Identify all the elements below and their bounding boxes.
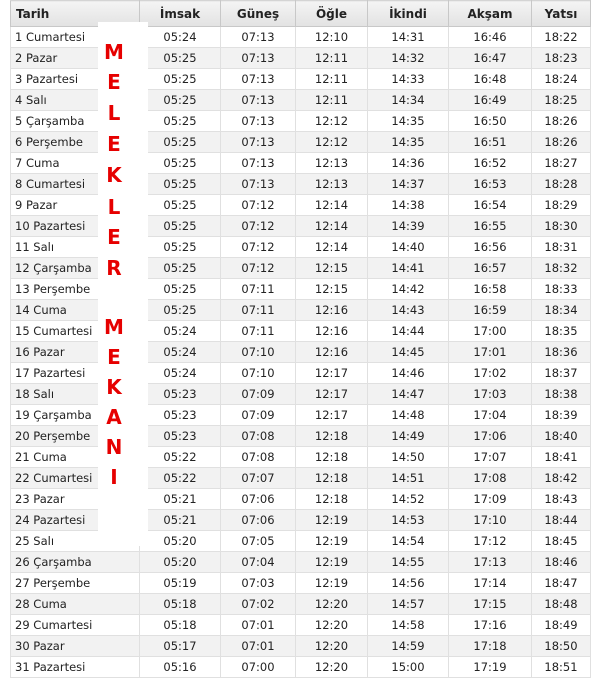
cell-ogle: 12:12 [296, 111, 368, 132]
cell-date: 9 Pazar [11, 195, 140, 216]
cell-aksam: 17:06 [449, 426, 532, 447]
cell-gunes: 07:02 [221, 594, 296, 615]
cell-ogle: 12:18 [296, 447, 368, 468]
cell-date: 4 Salı [11, 90, 140, 111]
cell-ikindi: 14:54 [368, 531, 449, 552]
cell-ogle: 12:20 [296, 615, 368, 636]
cell-ogle: 12:18 [296, 489, 368, 510]
cell-imsak: 05:25 [140, 69, 221, 90]
column-header-aksam[interactable]: Akşam [449, 1, 532, 27]
cell-imsak: 05:22 [140, 468, 221, 489]
cell-yatsi: 18:39 [532, 405, 591, 426]
cell-date: 2 Pazar [11, 48, 140, 69]
cell-ogle: 12:13 [296, 153, 368, 174]
cell-yatsi: 18:47 [532, 573, 591, 594]
cell-date: 12 Çarşamba [11, 258, 140, 279]
cell-ikindi: 14:31 [368, 27, 449, 48]
cell-ikindi: 14:50 [368, 447, 449, 468]
cell-date: 19 Çarşamba [11, 405, 140, 426]
cell-gunes: 07:06 [221, 510, 296, 531]
cell-ikindi: 14:39 [368, 216, 449, 237]
cell-imsak: 05:18 [140, 594, 221, 615]
cell-aksam: 16:52 [449, 153, 532, 174]
cell-aksam: 17:12 [449, 531, 532, 552]
cell-yatsi: 18:37 [532, 363, 591, 384]
cell-aksam: 17:13 [449, 552, 532, 573]
cell-date: 21 Cuma [11, 447, 140, 468]
cell-yatsi: 18:38 [532, 384, 591, 405]
cell-imsak: 05:25 [140, 90, 221, 111]
cell-aksam: 17:07 [449, 447, 532, 468]
cell-gunes: 07:09 [221, 405, 296, 426]
cell-yatsi: 18:26 [532, 132, 591, 153]
cell-ikindi: 14:58 [368, 615, 449, 636]
cell-imsak: 05:24 [140, 27, 221, 48]
cell-ikindi: 14:47 [368, 384, 449, 405]
cell-ogle: 12:19 [296, 552, 368, 573]
cell-aksam: 17:04 [449, 405, 532, 426]
cell-aksam: 17:18 [449, 636, 532, 657]
cell-ikindi: 14:33 [368, 69, 449, 90]
cell-date: 16 Pazar [11, 342, 140, 363]
cell-yatsi: 18:44 [532, 510, 591, 531]
column-header-ogle[interactable]: Öğle [296, 1, 368, 27]
cell-ikindi: 14:51 [368, 468, 449, 489]
cell-ogle: 12:19 [296, 510, 368, 531]
cell-imsak: 05:25 [140, 174, 221, 195]
cell-ikindi: 14:40 [368, 237, 449, 258]
cell-aksam: 16:59 [449, 300, 532, 321]
cell-gunes: 07:07 [221, 468, 296, 489]
cell-imsak: 05:23 [140, 426, 221, 447]
cell-gunes: 07:12 [221, 237, 296, 258]
table-row [11, 615, 591, 636]
cell-ikindi: 14:48 [368, 405, 449, 426]
cell-gunes: 07:13 [221, 27, 296, 48]
cell-gunes: 07:08 [221, 447, 296, 468]
cell-gunes: 07:13 [221, 153, 296, 174]
table-row [11, 552, 591, 573]
cell-ikindi: 14:45 [368, 342, 449, 363]
cell-date: 1 Cumartesi [11, 27, 140, 48]
cell-aksam: 16:51 [449, 132, 532, 153]
watermark-overlay [98, 22, 148, 546]
watermark-letter: M [104, 315, 124, 339]
cell-gunes: 07:13 [221, 111, 296, 132]
cell-ogle: 12:10 [296, 27, 368, 48]
watermark-letter: K [106, 163, 122, 187]
cell-gunes: 07:03 [221, 573, 296, 594]
column-header-imsak[interactable]: İmsak [140, 1, 221, 27]
watermark-letter: K [106, 375, 122, 399]
table-row [11, 594, 591, 615]
cell-yatsi: 18:24 [532, 69, 591, 90]
cell-imsak: 05:20 [140, 552, 221, 573]
cell-yatsi: 18:34 [532, 300, 591, 321]
cell-yatsi: 18:49 [532, 615, 591, 636]
watermark-letter: M [104, 40, 124, 64]
cell-ikindi: 14:59 [368, 636, 449, 657]
cell-ogle: 12:13 [296, 174, 368, 195]
cell-date: 29 Cumartesi [11, 615, 140, 636]
cell-aksam: 16:53 [449, 174, 532, 195]
cell-ogle: 12:17 [296, 405, 368, 426]
cell-gunes: 07:05 [221, 531, 296, 552]
cell-gunes: 07:10 [221, 342, 296, 363]
cell-ikindi: 14:49 [368, 426, 449, 447]
cell-yatsi: 18:40 [532, 426, 591, 447]
cell-aksam: 17:03 [449, 384, 532, 405]
cell-aksam: 16:47 [449, 48, 532, 69]
cell-date: 8 Cumartesi [11, 174, 140, 195]
table-row [11, 573, 591, 594]
cell-ikindi: 14:35 [368, 132, 449, 153]
cell-ogle: 12:19 [296, 531, 368, 552]
watermark-letter: I [110, 465, 118, 489]
cell-imsak: 05:25 [140, 111, 221, 132]
cell-gunes: 07:12 [221, 216, 296, 237]
cell-gunes: 07:13 [221, 132, 296, 153]
cell-ikindi: 14:55 [368, 552, 449, 573]
cell-imsak: 05:25 [140, 237, 221, 258]
cell-aksam: 16:57 [449, 258, 532, 279]
cell-yatsi: 18:23 [532, 48, 591, 69]
cell-aksam: 16:54 [449, 195, 532, 216]
cell-aksam: 17:00 [449, 321, 532, 342]
column-header-yatsi[interactable]: Yatsı [532, 1, 591, 27]
prayer-times-table-container [10, 0, 590, 678]
cell-gunes: 07:09 [221, 384, 296, 405]
watermark-letter: R [106, 256, 122, 280]
cell-imsak: 05:25 [140, 195, 221, 216]
column-header-ikindi[interactable]: İkindi [368, 1, 449, 27]
cell-aksam: 17:01 [449, 342, 532, 363]
cell-gunes: 07:08 [221, 426, 296, 447]
cell-ogle: 12:17 [296, 384, 368, 405]
cell-ikindi: 14:41 [368, 258, 449, 279]
watermark-letter: L [107, 195, 121, 219]
cell-gunes: 07:01 [221, 636, 296, 657]
cell-ogle: 12:16 [296, 321, 368, 342]
cell-aksam: 16:58 [449, 279, 532, 300]
cell-yatsi: 18:50 [532, 636, 591, 657]
cell-yatsi: 18:45 [532, 531, 591, 552]
cell-ogle: 12:11 [296, 69, 368, 90]
cell-ogle: 12:14 [296, 195, 368, 216]
cell-imsak: 05:21 [140, 510, 221, 531]
cell-date: 14 Cuma [11, 300, 140, 321]
cell-ikindi: 14:38 [368, 195, 449, 216]
cell-yatsi: 18:36 [532, 342, 591, 363]
cell-yatsi: 18:42 [532, 468, 591, 489]
cell-aksam: 17:15 [449, 594, 532, 615]
cell-yatsi: 18:30 [532, 216, 591, 237]
cell-imsak: 05:20 [140, 531, 221, 552]
column-header-date[interactable]: Tarih [11, 1, 140, 27]
cell-imsak: 05:23 [140, 384, 221, 405]
cell-imsak: 05:25 [140, 216, 221, 237]
cell-aksam: 17:02 [449, 363, 532, 384]
cell-gunes: 07:13 [221, 48, 296, 69]
cell-aksam: 17:10 [449, 510, 532, 531]
cell-aksam: 17:08 [449, 468, 532, 489]
cell-date: 17 Pazartesi [11, 363, 140, 384]
cell-date: 20 Perşembe [11, 426, 140, 447]
cell-date: 10 Pazartesi [11, 216, 140, 237]
cell-gunes: 07:13 [221, 174, 296, 195]
cell-gunes: 07:11 [221, 321, 296, 342]
cell-ogle: 12:16 [296, 342, 368, 363]
cell-ogle: 12:20 [296, 636, 368, 657]
cell-imsak: 05:25 [140, 258, 221, 279]
cell-yatsi: 18:51 [532, 657, 591, 678]
cell-yatsi: 18:35 [532, 321, 591, 342]
cell-yatsi: 18:22 [532, 27, 591, 48]
cell-imsak: 05:19 [140, 573, 221, 594]
cell-date: 6 Perşembe [11, 132, 140, 153]
cell-ikindi: 14:57 [368, 594, 449, 615]
cell-aksam: 16:48 [449, 69, 532, 90]
cell-date: 13 Perşembe [11, 279, 140, 300]
cell-aksam: 16:56 [449, 237, 532, 258]
cell-date: 23 Pazar [11, 489, 140, 510]
watermark-letter: E [107, 70, 121, 94]
cell-date: 7 Cuma [11, 153, 140, 174]
cell-yatsi: 18:27 [532, 153, 591, 174]
cell-ikindi: 14:46 [368, 363, 449, 384]
cell-imsak: 05:25 [140, 48, 221, 69]
cell-ogle: 12:19 [296, 573, 368, 594]
cell-aksam: 17:09 [449, 489, 532, 510]
cell-ikindi: 14:43 [368, 300, 449, 321]
cell-ogle: 12:14 [296, 216, 368, 237]
cell-ogle: 12:17 [296, 363, 368, 384]
cell-date: 22 Cumartesi [11, 468, 140, 489]
cell-ogle: 12:15 [296, 279, 368, 300]
cell-imsak: 05:25 [140, 279, 221, 300]
cell-ogle: 12:12 [296, 132, 368, 153]
cell-imsak: 05:16 [140, 657, 221, 678]
cell-ikindi: 14:42 [368, 279, 449, 300]
cell-ikindi: 14:53 [368, 510, 449, 531]
cell-date: 31 Pazartesi [11, 657, 140, 678]
cell-ikindi: 14:37 [368, 174, 449, 195]
cell-yatsi: 18:41 [532, 447, 591, 468]
cell-ikindi: 14:36 [368, 153, 449, 174]
cell-ikindi: 14:35 [368, 111, 449, 132]
cell-ogle: 12:16 [296, 300, 368, 321]
cell-ogle: 12:11 [296, 48, 368, 69]
cell-aksam: 16:50 [449, 111, 532, 132]
cell-ikindi: 15:00 [368, 657, 449, 678]
cell-date: 15 Cumartesi [11, 321, 140, 342]
cell-imsak: 05:25 [140, 132, 221, 153]
cell-yatsi: 18:25 [532, 90, 591, 111]
watermark-letter: E [107, 345, 121, 369]
cell-gunes: 07:01 [221, 615, 296, 636]
watermark-letter: L [107, 101, 121, 125]
cell-gunes: 07:12 [221, 195, 296, 216]
cell-yatsi: 18:26 [532, 111, 591, 132]
cell-yatsi: 18:43 [532, 489, 591, 510]
watermark-letter: A [106, 405, 122, 429]
cell-yatsi: 18:32 [532, 258, 591, 279]
cell-date: 26 Çarşamba [11, 552, 140, 573]
cell-ikindi: 14:34 [368, 90, 449, 111]
cell-imsak: 05:24 [140, 342, 221, 363]
cell-yatsi: 18:33 [532, 279, 591, 300]
cell-date: 3 Pazartesi [11, 69, 140, 90]
cell-ogle: 12:18 [296, 468, 368, 489]
cell-imsak: 05:24 [140, 321, 221, 342]
cell-yatsi: 18:29 [532, 195, 591, 216]
cell-aksam: 16:55 [449, 216, 532, 237]
cell-aksam: 16:49 [449, 90, 532, 111]
cell-imsak: 05:24 [140, 363, 221, 384]
cell-date: 27 Perşembe [11, 573, 140, 594]
cell-ogle: 12:20 [296, 657, 368, 678]
cell-gunes: 07:12 [221, 258, 296, 279]
cell-date: 30 Pazar [11, 636, 140, 657]
cell-date: 5 Çarşamba [11, 111, 140, 132]
cell-yatsi: 18:46 [532, 552, 591, 573]
watermark-letter: E [107, 225, 121, 249]
cell-date: 24 Pazartesi [11, 510, 140, 531]
cell-aksam: 17:16 [449, 615, 532, 636]
cell-ogle: 12:15 [296, 258, 368, 279]
cell-ogle: 12:20 [296, 594, 368, 615]
cell-date: 25 Salı [11, 531, 140, 552]
cell-ikindi: 14:52 [368, 489, 449, 510]
cell-yatsi: 18:31 [532, 237, 591, 258]
table-row [11, 657, 591, 678]
cell-ogle: 12:18 [296, 426, 368, 447]
cell-imsak: 05:18 [140, 615, 221, 636]
cell-imsak: 05:17 [140, 636, 221, 657]
cell-date: 18 Salı [11, 384, 140, 405]
cell-aksam: 17:19 [449, 657, 532, 678]
cell-imsak: 05:21 [140, 489, 221, 510]
cell-gunes: 07:00 [221, 657, 296, 678]
cell-ikindi: 14:56 [368, 573, 449, 594]
cell-yatsi: 18:28 [532, 174, 591, 195]
cell-imsak: 05:22 [140, 447, 221, 468]
watermark-letter: E [107, 132, 121, 156]
cell-aksam: 16:46 [449, 27, 532, 48]
cell-gunes: 07:13 [221, 69, 296, 90]
watermark-letter: N [105, 435, 123, 459]
cell-aksam: 17:14 [449, 573, 532, 594]
column-header-gunes[interactable]: Güneş [221, 1, 296, 27]
cell-date: 11 Salı [11, 237, 140, 258]
cell-gunes: 07:06 [221, 489, 296, 510]
cell-ikindi: 14:32 [368, 48, 449, 69]
cell-yatsi: 18:48 [532, 594, 591, 615]
cell-imsak: 05:23 [140, 405, 221, 426]
cell-ogle: 12:11 [296, 90, 368, 111]
cell-gunes: 07:11 [221, 279, 296, 300]
cell-date: 28 Cuma [11, 594, 140, 615]
cell-gunes: 07:13 [221, 90, 296, 111]
cell-imsak: 05:25 [140, 300, 221, 321]
cell-ikindi: 14:44 [368, 321, 449, 342]
table-row [11, 636, 591, 657]
cell-gunes: 07:04 [221, 552, 296, 573]
cell-imsak: 05:25 [140, 153, 221, 174]
cell-gunes: 07:11 [221, 300, 296, 321]
cell-ogle: 12:14 [296, 237, 368, 258]
cell-gunes: 07:10 [221, 363, 296, 384]
